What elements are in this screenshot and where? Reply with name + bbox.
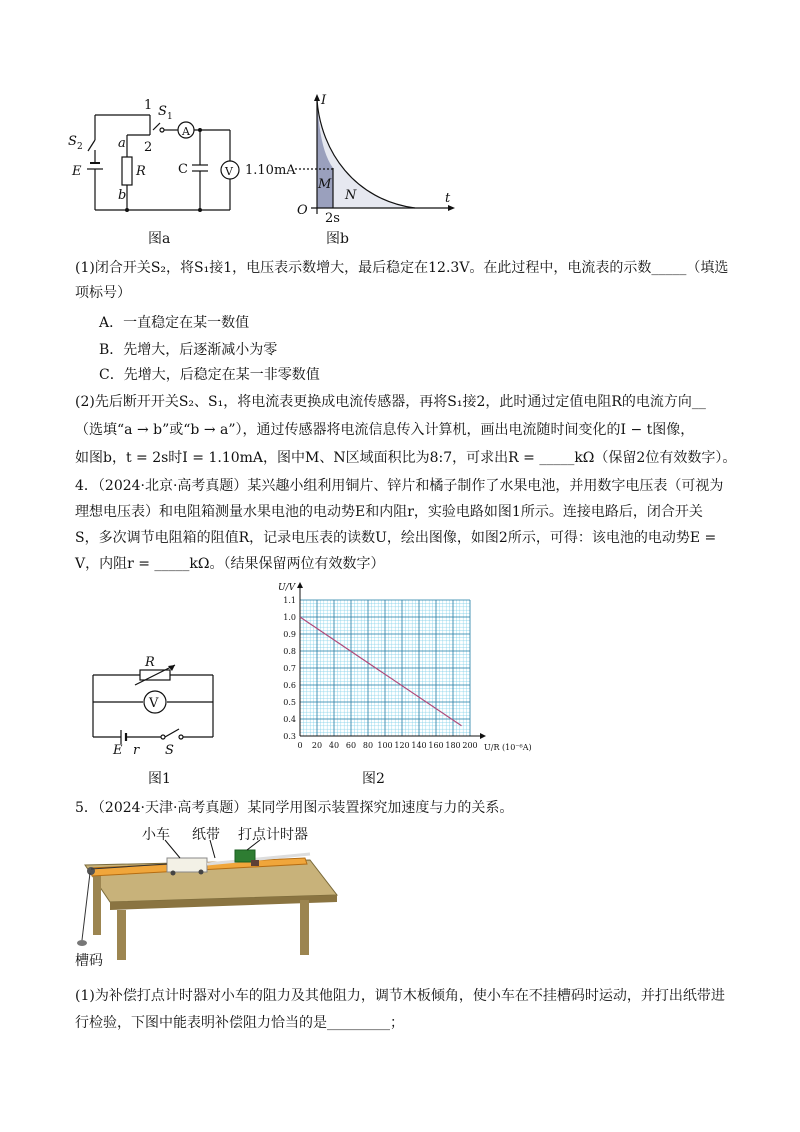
label-tape: 纸带 bbox=[192, 827, 220, 843]
terminal-2: 2 bbox=[144, 140, 153, 155]
y-tick-label: 0.3 bbox=[283, 732, 296, 741]
voltmeter-icon: V bbox=[149, 696, 159, 711]
x-tick-label: 120 bbox=[394, 741, 410, 750]
y-tick-label: 0.6 bbox=[283, 681, 296, 690]
node-a: a bbox=[118, 136, 126, 151]
figure-b-graph bbox=[245, 92, 460, 227]
q5-part1-line1: (1)为补偿打点计时器对小车的阻力及其他阻力，调节木板倾角，使小车在不挂槽码时运动，并打出纸带进 bbox=[75, 988, 725, 1004]
x-tick-label: 0 bbox=[297, 741, 303, 750]
x-tick-label: 20 bbox=[311, 741, 323, 750]
label-timer: 打点计时器 bbox=[238, 827, 308, 843]
origin-O: O bbox=[297, 203, 308, 218]
label-C: C bbox=[178, 162, 188, 177]
q3-option-a: A．一直稳定在某一数值 bbox=[99, 315, 250, 331]
q4-line3: S，多次调节电阻箱的阻值R，记录电压表的读数U，绘出图像，如图2所示，可得：该电池的电动势E = bbox=[75, 530, 717, 546]
svg-text:1: 1 bbox=[167, 112, 173, 122]
axis-I: I bbox=[321, 93, 327, 108]
x-tick-label: 140 bbox=[411, 741, 427, 750]
q3-option-b: B．先增大，后逐渐减小为零 bbox=[99, 342, 278, 358]
label-r: r bbox=[133, 743, 140, 755]
y-axis-label: U/V bbox=[278, 583, 296, 593]
figure-1-caption: 图1 bbox=[148, 771, 171, 787]
q3-part2-line3: 如图b，t = 2s时I = 1.10mA，图中M、N区域面积比为8:7，可求出R = _____kΩ（保留2位有效数字）。 bbox=[75, 450, 737, 466]
label-s2: S bbox=[68, 134, 77, 149]
x-axis-label: U/R (10⁻⁶A) bbox=[484, 743, 532, 752]
q4-line4: V，内阻r = _____kΩ。（结果保留两位有效数字） bbox=[75, 556, 385, 572]
label-weight: 槽码 bbox=[75, 953, 103, 969]
q5-line1: 5．（2024·天津·高考真题）某同学用图示装置探究加速度与力的关系。 bbox=[75, 800, 514, 816]
q4-line2: 理想电压表）和电阻箱测量水果电池的电动势E和内阻r，实验电路如图1所示。连接电路后，闭合开关 bbox=[75, 504, 703, 520]
figure-a-caption: 图a bbox=[148, 231, 171, 247]
label-R-box: R bbox=[145, 655, 155, 670]
label-E: E bbox=[72, 164, 82, 179]
voltmeter-icon: V bbox=[225, 165, 233, 178]
y-tick-label: 0.5 bbox=[283, 698, 296, 707]
q5-part1-line2: 行检验，下图中能表明补偿阻力恰当的是_________； bbox=[75, 1015, 404, 1031]
x-tick-label: 60 bbox=[345, 741, 357, 750]
ammeter-icon: A bbox=[182, 125, 190, 138]
figure-b-caption: 图b bbox=[326, 231, 349, 247]
q4-line1: 4．（2024·北京·高考真题）某兴趣小组利用铜片、锌片和橘子制作了水果电池，并用数字电压表（可视为 bbox=[75, 478, 724, 494]
figure-2-chart bbox=[265, 578, 535, 763]
label-E: E bbox=[113, 743, 123, 755]
label-s1: S bbox=[158, 104, 167, 119]
label-1.10mA: 1.10mA bbox=[245, 163, 296, 178]
x-tick-label: 100 bbox=[377, 741, 393, 750]
label-S: S bbox=[165, 743, 174, 755]
svg-text:2: 2 bbox=[77, 142, 83, 152]
axis-t: t bbox=[445, 191, 451, 206]
region-N: N bbox=[345, 188, 357, 203]
y-tick-label: 0.9 bbox=[283, 630, 296, 639]
region-M: M bbox=[318, 177, 332, 192]
y-tick-label: 1.0 bbox=[283, 613, 296, 622]
figure-a-circuit bbox=[60, 95, 250, 220]
q3-option-c: C．先增大，后稳定在某一非零数值 bbox=[99, 367, 320, 383]
x-axis-arrow bbox=[480, 733, 486, 739]
q3-part1-line2: 项标号） bbox=[75, 285, 131, 301]
x-tick-label: 40 bbox=[328, 741, 340, 750]
x-tick-label: 160 bbox=[428, 741, 444, 750]
node-b: b bbox=[118, 188, 127, 203]
figure-1-circuit bbox=[85, 655, 225, 755]
y-tick-label: 1.1 bbox=[283, 596, 296, 605]
x-tick-label: 200 bbox=[462, 741, 478, 750]
y-tick-label: 0.7 bbox=[283, 664, 296, 673]
y-axis-arrow bbox=[297, 582, 303, 588]
q3-part1-line1: (1)闭合开关S₂，将S₁接1，电压表示数增大，最后稳定在12.3V。在此过程中，电流表的示数_____（填选 bbox=[75, 260, 729, 276]
terminal-1: 1 bbox=[144, 98, 153, 113]
label-R: R bbox=[136, 164, 146, 179]
label-car: 小车 bbox=[142, 827, 170, 843]
label-2s: 2s bbox=[325, 211, 340, 226]
x-tick-label: 80 bbox=[362, 741, 374, 750]
figure-2-caption: 图2 bbox=[362, 771, 385, 787]
y-tick-label: 0.4 bbox=[283, 715, 296, 724]
q3-part2-line2: （选填“a → b”或“b → a”），通过传感器将电流信息传入计算机，画出电流随时间变化的I − t图像， bbox=[75, 422, 695, 438]
y-tick-label: 0.8 bbox=[283, 647, 296, 656]
x-tick-label: 180 bbox=[445, 741, 461, 750]
q3-part2-line1: (2)先后断开开关S₂、S₁，将电流表更换成电流传感器，再将S₁接2，此时通过定值电阻R的电流方向__ bbox=[75, 394, 706, 410]
